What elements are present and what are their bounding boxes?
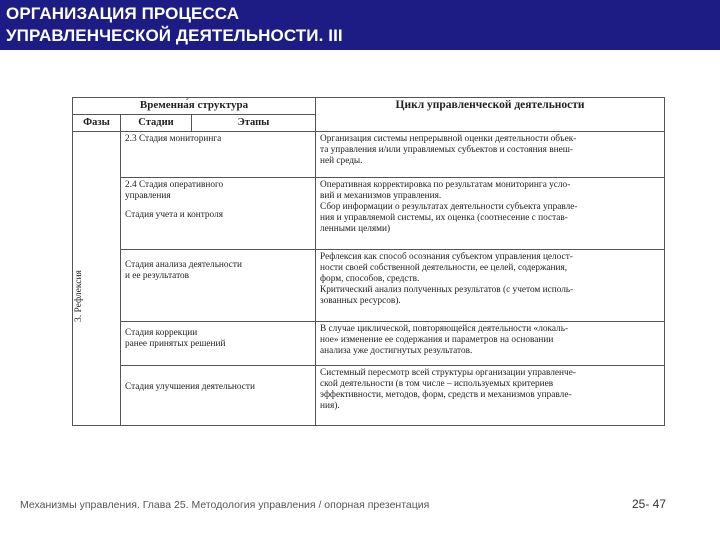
stage-text: 2.3 Стадия мониторинга bbox=[125, 134, 222, 144]
cycle-text-line: Сбор информации о результатах деятельности субъекта управле- bbox=[320, 202, 578, 212]
stage-cell-improvement bbox=[121, 366, 316, 426]
cycle-text-line: зованных ресурсов). bbox=[320, 296, 401, 306]
title-bar bbox=[0, 0, 720, 50]
management-cycle-table bbox=[72, 97, 664, 421]
cycle-text-line: В случае циклической, повторяющейся деятельности «локаль- bbox=[320, 324, 569, 334]
stage-text: Стадия коррекции bbox=[125, 328, 198, 338]
cycle-text-line: Системный пересмотр всей структуры организации управленче- bbox=[320, 368, 576, 378]
slide-title-line-2: УПРАВЛЕНЧЕСКОЙ ДЕЯТЕЛЬНОСТИ. III bbox=[6, 26, 343, 45]
header-management-cycle: Цикл управленческой деятельности bbox=[316, 98, 665, 132]
phase-cell bbox=[73, 132, 121, 426]
stage-text: Стадия учета и контроля bbox=[125, 210, 223, 220]
cycle-text-line: ности своей собственной деятельности, ее целей, содержания, bbox=[320, 263, 568, 273]
cycle-text-line: вий и механизмов управления. bbox=[320, 191, 442, 201]
column-header-phases: Фазы bbox=[73, 115, 121, 132]
cycle-cell-operational bbox=[316, 178, 665, 250]
cycle-text-line: анализа уже достигнутых результатов. bbox=[320, 346, 473, 356]
stage-cell-correction bbox=[121, 322, 316, 366]
cycle-text-line: ное» изменение ее содержания и параметров на основании bbox=[320, 335, 554, 345]
stage-text: Стадия анализа деятельности bbox=[125, 260, 242, 270]
phase-label-reflection: 3. Рефлексия bbox=[74, 270, 84, 322]
column-header-steps: Этапы bbox=[192, 115, 316, 132]
cycle-text-line: та управления и/или управляемых субъектов и состояния внеш- bbox=[320, 145, 573, 155]
cycle-text-line: ской деятельности (в том числе – используемых критериев bbox=[320, 379, 554, 389]
cycle-cell-monitoring bbox=[316, 132, 665, 178]
stage-text: управления bbox=[125, 191, 171, 201]
cycle-text-line: ния и управляемой системы, их оценка (соотнесение с постав- bbox=[320, 213, 568, 223]
stage-text: ранее принятых решений bbox=[125, 339, 226, 349]
cycle-text-line: Оперативная корректировка по результатам мониторинга усло- bbox=[320, 180, 571, 190]
column-header-stages: Стадии bbox=[121, 115, 192, 132]
slide-title-line-1: ОРГАНИЗАЦИЯ ПРОЦЕССА bbox=[6, 4, 240, 23]
cycle-text-line: эффективности, методов, форм, средств и механизмов управле- bbox=[320, 390, 572, 400]
stage-text: Стадия улучшения деятельности bbox=[125, 382, 255, 392]
cycle-text-line: ней среды. bbox=[320, 156, 363, 166]
cycle-text-line: Критический анализ полученных результатов (с учетом исполь- bbox=[320, 285, 574, 295]
footer-source: Механизмы управления. Глава 25. Методология управления / опорная презентация bbox=[20, 499, 430, 511]
cycle-text-line: Организация системы непрерывной оценки деятельности объек- bbox=[320, 134, 577, 144]
cycle-text-line: ния). bbox=[320, 401, 340, 411]
cycle-text-line: Рефлексия как способ осознания субъектом управления целост- bbox=[320, 252, 573, 262]
page-number: 25- 47 bbox=[632, 497, 667, 511]
stage-cell-analysis bbox=[121, 250, 316, 322]
cycle-cell-analysis bbox=[316, 250, 665, 322]
header-time-structure: Временна́я структура bbox=[73, 98, 316, 115]
cycle-cell-improvement bbox=[316, 366, 665, 426]
stage-text: и ее результатов bbox=[125, 271, 190, 281]
cycle-text-line: ленными целями) bbox=[320, 224, 391, 234]
stage-cell-monitoring bbox=[121, 132, 316, 178]
stage-text: 2.4 Стадия оперативного bbox=[125, 180, 224, 190]
cycle-cell-correction bbox=[316, 322, 665, 366]
stage-cell-operational bbox=[121, 178, 316, 250]
cycle-text-line: форм, способов, средств. bbox=[320, 274, 420, 284]
